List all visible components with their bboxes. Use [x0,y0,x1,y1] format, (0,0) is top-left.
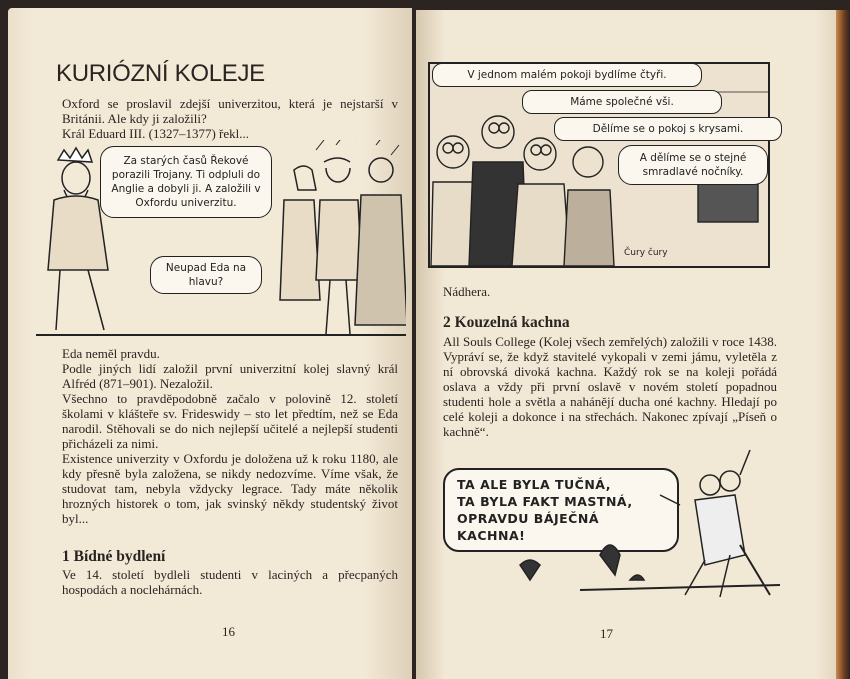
speech-bubble-2: Máme společné vši. [522,90,722,114]
after-comic-text: Nádhera. [443,284,491,299]
section-heading: 2 Kouzelná kachna [443,314,570,331]
body-text [62,346,398,526]
king-speech-bubble: Za starých časů Řekové porazili Trojany. Ti odpluli do Anglie a dobyli ji. A založili v Oxfordu univerzitu. [100,146,272,218]
intro-text [62,96,398,141]
body-paragraph: Všechno to pravděpodobně začalo v polovině 12. století školami v klášteře sv. Frideswidy – sto let předtím, než se Eda narodil. Stěhovali se do nich nejlepší učitelé a nejlepší studenti přicházeli za nimi. [62,391,398,451]
section-text: All Souls College (Kolej všech zemřelých) založili v roce 1438. Vypráví se, že když stavitelé vykopali v zemi jámu, vyletěla z ní obrovská divoká kachna. Každý rok se na koleji pořádá oslava a vždy při první oslavě v novém století popadnou studenti hole a světla a nahánějí ducha oné kachny. Hledají po celé koleji a dokonce i na střechách. Nakonec zpívají „Píseň o kachně“. [443,334,777,439]
reply-speech-bubble: Neupad Eda na hlavu? [150,256,262,294]
song-line: OPRAVDU BÁJEČNÁ KACHNA! [457,511,599,543]
singing-students-illustration [480,445,780,605]
page-title: KURIÓZNÍ KOLEJE [56,60,265,87]
body-paragraph: Podle jiných lidí založil první univerzitní kolej slavný král Alfréd (871–901). Nezaložil. [62,361,398,391]
book-edge [836,10,850,679]
page-number: 16 [222,624,235,639]
section-heading: 1 Bídné bydlení [62,548,166,565]
song-line: TA BYLA FAKT MASTNÁ, [457,494,633,509]
song-line: TA ALE BYLA TUČNÁ, [457,477,611,492]
page-number: 17 [600,626,613,641]
intro-paragraph: Oxford se proslavil zdejší univerzitou, která je nejstarší v Británii. Ale kdy ji založili? [62,96,398,126]
body-paragraph: Existence univerzity v Oxfordu je doložena už k roku 1180, ale kdy přesně byla založena, se nikdy nedozvíme. Víme však, že studovat tam, nebyla vždycky legrace. Tady máte několik hrozných historek o tom, jak svinský někdy studentský život byl... [62,451,398,526]
section-text: Ve 14. století bydleli studenti v laciných a přecpaných hospodách a noclehárnách. [62,567,398,597]
intro-paragraph: Král Eduard III. (1327–1377) řekl... [62,126,249,141]
speech-bubble-3: Dělíme se o pokoj s krysami. [554,117,782,141]
speech-bubble-4: A dělíme se o stejné smradlavé nočníky. [618,145,768,185]
comic-caption: Čury čury [624,248,668,258]
speech-bubble-1: V jednom malém pokoji bydlíme čtyři. [432,63,702,87]
body-paragraph: Eda neměl pravdu. [62,346,160,361]
